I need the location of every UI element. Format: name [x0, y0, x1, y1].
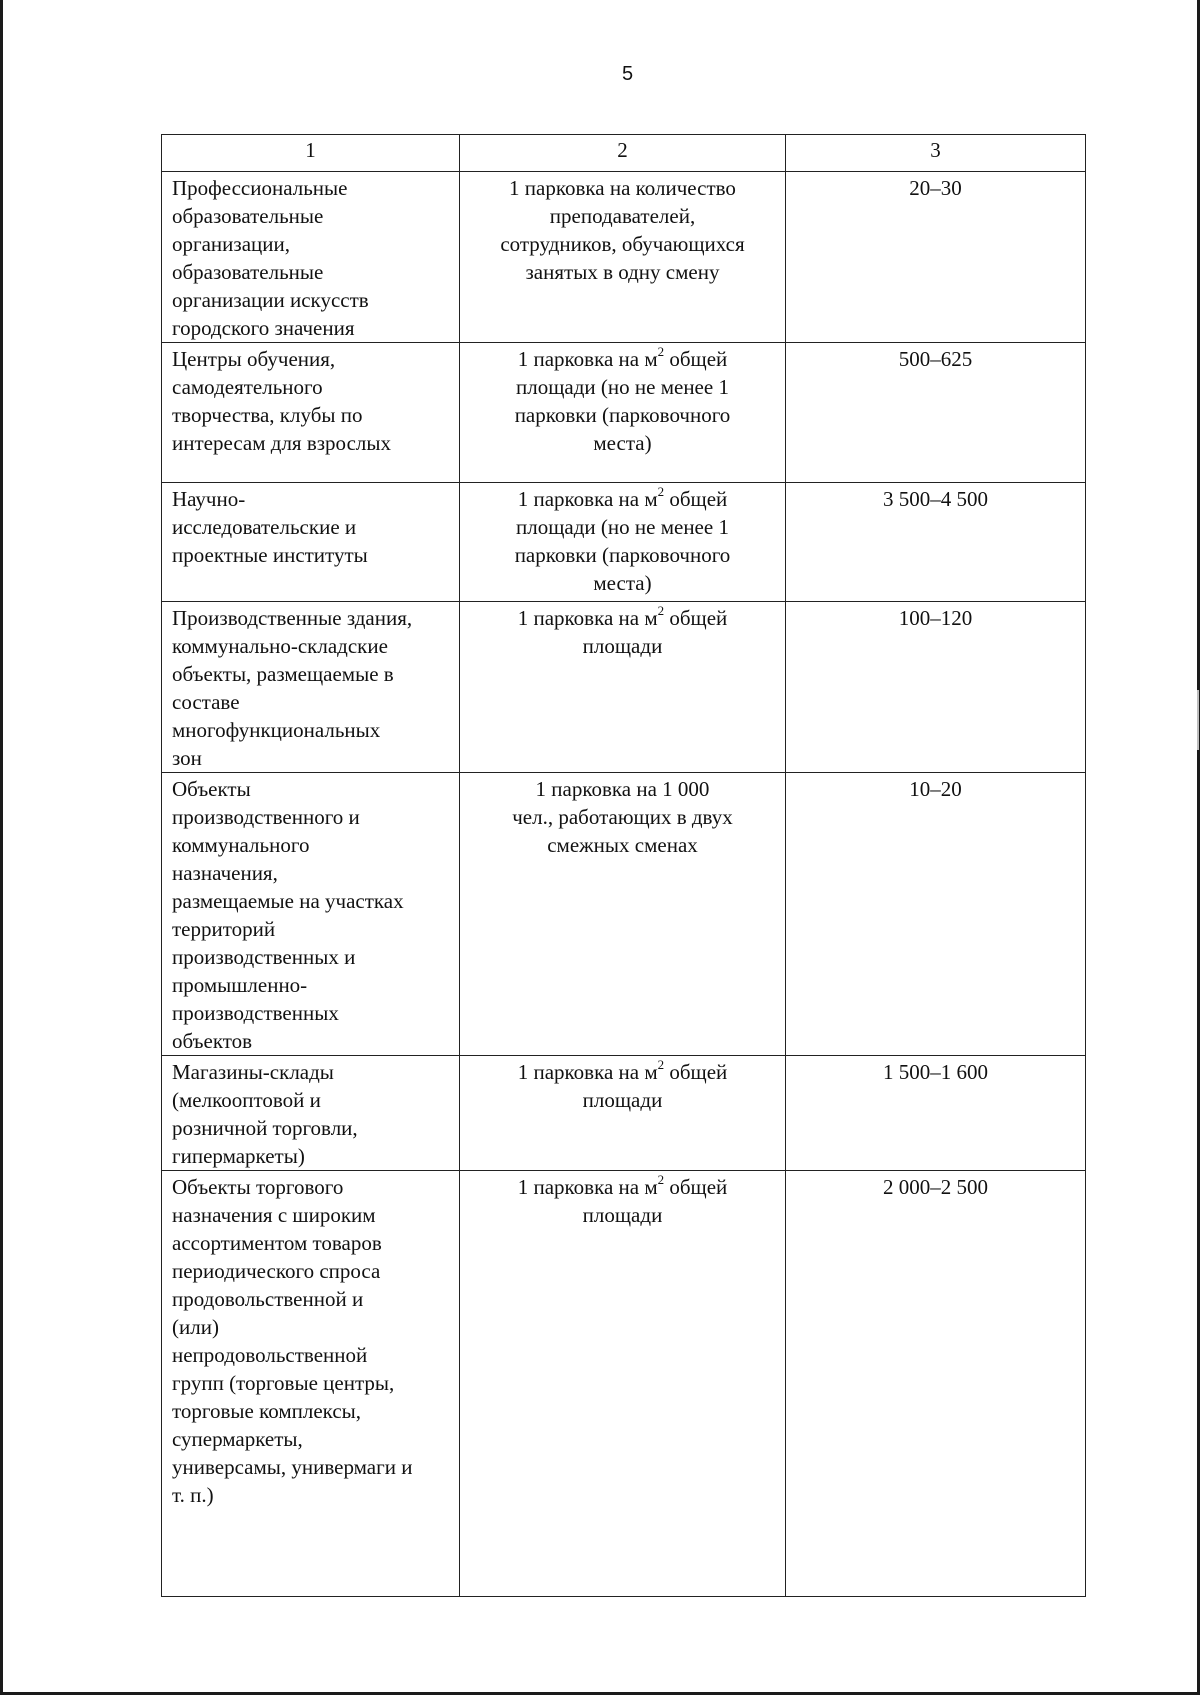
- object-type-line: непродовольственной: [172, 1343, 368, 1367]
- parking-ratio-line: [468, 803, 777, 831]
- parking-ratio-suffix: общей: [664, 606, 728, 630]
- parking-ratio-text: 1 парковка на м: [517, 606, 658, 630]
- table-body: [162, 172, 1086, 1597]
- object-type-line: Научно-: [172, 487, 246, 511]
- table-row: [162, 773, 1086, 1056]
- object-type-line: т. п.): [172, 1483, 214, 1507]
- parking-ratio-suffix: общей: [664, 487, 728, 511]
- parking-ratio-suffix: общей: [664, 1175, 728, 1199]
- norm-value-cell: [786, 343, 1086, 483]
- parking-ratio-line: [468, 1201, 777, 1229]
- object-type-line: зон: [172, 746, 202, 770]
- parking-ratio-line: [468, 485, 777, 513]
- scan-left-border: [0, 0, 3, 1695]
- square-meter-superscript: 2: [657, 344, 665, 359]
- parking-ratio-line: [468, 401, 777, 429]
- parking-ratio-text: парковки (парковочного: [514, 543, 731, 567]
- table-row: [162, 483, 1086, 602]
- object-type-cell: [162, 1056, 460, 1171]
- object-type-line: универсамы, универмаги и: [172, 1455, 413, 1479]
- object-type-line: проектные институты: [172, 543, 368, 567]
- table-row: [162, 343, 1086, 483]
- object-type-line: образовательные: [172, 204, 324, 228]
- object-type-line: промышленно-: [172, 973, 308, 997]
- square-meter-superscript: 2: [657, 484, 665, 499]
- parking-ratio-text: занятых в одну смену: [525, 260, 720, 284]
- parking-ratio-cell: [460, 483, 786, 602]
- scan-artifact-mark: [1197, 690, 1199, 750]
- object-type-line: Профессиональные: [172, 176, 348, 200]
- object-type-line: периодического спроса: [172, 1259, 381, 1283]
- parking-ratio-text: сотрудников, обучающихся: [500, 232, 745, 256]
- norm-value: 500–625: [898, 347, 973, 371]
- parking-ratio-text: площади: [582, 634, 663, 658]
- parking-ratio-cell: [460, 343, 786, 483]
- object-type-line: розничной торговли,: [172, 1116, 358, 1140]
- object-type-cell: [162, 172, 460, 343]
- parking-ratio-line: [468, 632, 777, 660]
- parking-ratio-text: площади (но не менее 1: [516, 515, 729, 539]
- parking-ratio-line: [468, 373, 777, 401]
- parking-ratio-line: [468, 604, 777, 632]
- parking-ratio-line: [468, 831, 777, 859]
- object-type-line: исследовательские и: [172, 515, 357, 539]
- parking-ratio-text: площади: [582, 1203, 663, 1227]
- header-cell-1: 1: [162, 135, 460, 172]
- object-type-line: Магазины-склады: [172, 1060, 334, 1084]
- object-type-line: коммунального: [172, 833, 310, 857]
- object-type-cell: [162, 602, 460, 773]
- norm-value-cell: [786, 1171, 1086, 1597]
- parking-ratio-line: [468, 513, 777, 541]
- object-type-line: организации искусств: [172, 288, 369, 312]
- parking-ratio-text: чел., работающих в двух: [512, 805, 733, 829]
- norm-value-cell: [786, 602, 1086, 773]
- object-type-line: производственных: [172, 1001, 339, 1025]
- parking-ratio-line: [468, 429, 777, 457]
- object-type-line: производственных и: [172, 945, 356, 969]
- object-type-line: групп (торговые центры,: [172, 1371, 395, 1395]
- norm-value: 10–20: [909, 777, 962, 801]
- parking-ratio-line: [468, 1086, 777, 1114]
- parking-ratio-cell: [460, 1171, 786, 1597]
- square-meter-superscript: 2: [657, 603, 665, 618]
- parking-ratio-text: 1 парковка на м: [517, 1060, 658, 1084]
- table-header-row: [162, 135, 1086, 172]
- norm-value: 100–120: [898, 606, 973, 630]
- object-type-line: составе: [172, 690, 240, 714]
- object-type-line: назначения,: [172, 861, 278, 885]
- parking-ratio-line: [468, 1058, 777, 1086]
- header-cell-2: 2: [460, 135, 786, 172]
- object-type-line: объектов: [172, 1029, 253, 1053]
- object-type-line: торговые комплексы,: [172, 1399, 362, 1423]
- object-type-line: (мелкооптовой и: [172, 1088, 321, 1112]
- square-meter-superscript: 2: [657, 1172, 665, 1187]
- square-meter-superscript: 2: [657, 1057, 665, 1072]
- parking-norms-table: [161, 134, 1086, 1597]
- parking-ratio-line: [468, 775, 777, 803]
- norm-value-cell: [786, 773, 1086, 1056]
- object-type-line: Объекты: [172, 777, 251, 801]
- object-type-line: супермаркеты,: [172, 1427, 303, 1451]
- parking-ratio-text: смежных сменах: [547, 833, 698, 857]
- table-row: [162, 1056, 1086, 1171]
- norm-value: 3 500–4 500: [883, 487, 988, 511]
- object-type-line: организации,: [172, 232, 290, 256]
- parking-ratio-suffix: общей: [664, 347, 728, 371]
- parking-ratio-text: парковки (парковочного: [514, 403, 731, 427]
- object-type-line: продовольственной и: [172, 1287, 364, 1311]
- parking-ratio-cell: [460, 1056, 786, 1171]
- parking-ratio-text: 1 парковка на м: [517, 1175, 658, 1199]
- object-type-cell: [162, 343, 460, 483]
- parking-ratio-line: [468, 174, 777, 202]
- norm-value: 20–30: [909, 176, 962, 200]
- parking-ratio-line: [468, 230, 777, 258]
- parking-ratio-line: [468, 345, 777, 373]
- object-type-line: территорий: [172, 917, 276, 941]
- object-type-line: коммунально-складские: [172, 634, 388, 658]
- object-type-line: Центры обучения,: [172, 347, 336, 371]
- parking-ratio-text: 1 парковка на 1 000: [535, 777, 710, 801]
- object-type-line: объекты, размещаемые в: [172, 662, 394, 686]
- object-type-line: Производственные здания,: [172, 606, 413, 630]
- parking-ratio-text: 1 парковка на м: [517, 487, 658, 511]
- table-row: [162, 172, 1086, 343]
- parking-ratio-text: площади (но не менее 1: [516, 375, 729, 399]
- parking-ratio-text: места): [593, 571, 652, 595]
- object-type-cell: [162, 483, 460, 602]
- parking-ratio-line: [468, 1173, 777, 1201]
- parking-ratio-line: [468, 541, 777, 569]
- norm-value: 1 500–1 600: [883, 1060, 988, 1084]
- object-type-line: творчества, клубы по: [172, 403, 363, 427]
- object-type-line: размещаемые на участках: [172, 889, 404, 913]
- table-row: [162, 602, 1086, 773]
- parking-ratio-cell: [460, 773, 786, 1056]
- object-type-line: гипермаркеты): [172, 1144, 305, 1168]
- parking-ratio-text: 1 парковка на м: [517, 347, 658, 371]
- parking-ratio-text: места): [593, 431, 652, 455]
- parking-ratio-cell: [460, 602, 786, 773]
- object-type-line: производственного и: [172, 805, 360, 829]
- norm-value: 2 000–2 500: [883, 1175, 988, 1199]
- page-number: 5: [621, 63, 634, 85]
- object-type-line: назначения с широким: [172, 1203, 376, 1227]
- parking-ratio-text: преподавателей,: [549, 204, 696, 228]
- object-type-line: образовательные: [172, 260, 324, 284]
- object-type-line: (или): [172, 1315, 219, 1339]
- parking-ratio-line: [468, 258, 777, 286]
- header-cell-3: 3: [786, 135, 1086, 172]
- object-type-cell: [162, 773, 460, 1056]
- parking-ratio-suffix: общей: [664, 1060, 728, 1084]
- object-type-line: Объекты торгового: [172, 1175, 344, 1199]
- object-type-line: городского значения: [172, 316, 355, 340]
- object-type-line: многофункциональных: [172, 718, 381, 742]
- object-type-line: интересам для взрослых: [172, 431, 391, 455]
- norm-value-cell: [786, 172, 1086, 343]
- norm-value-cell: [786, 1056, 1086, 1171]
- norm-value-cell: [786, 483, 1086, 602]
- table-row: [162, 1171, 1086, 1597]
- object-type-line: ассортиментом товаров: [172, 1231, 382, 1255]
- parking-ratio-line: [468, 569, 777, 597]
- object-type-line: самодеятельного: [172, 375, 323, 399]
- parking-ratio-line: [468, 202, 777, 230]
- object-type-cell: [162, 1171, 460, 1597]
- parking-ratio-text: площади: [582, 1088, 663, 1112]
- parking-ratio-cell: [460, 172, 786, 343]
- parking-ratio-text: 1 парковка на количество: [509, 176, 736, 200]
